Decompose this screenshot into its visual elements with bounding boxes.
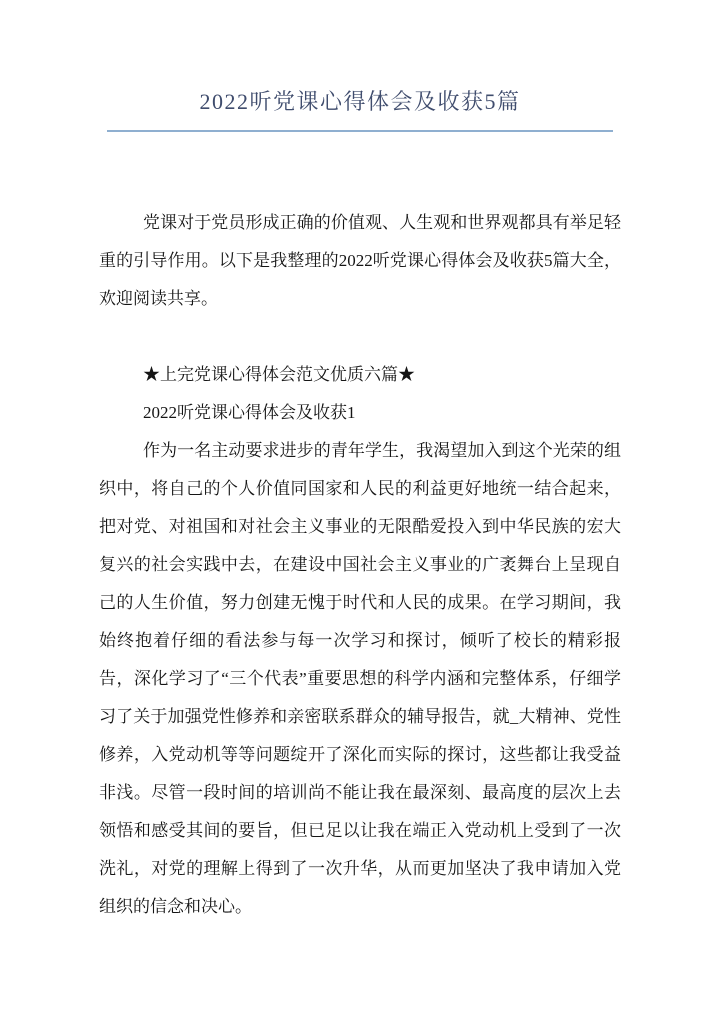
title-divider [107, 130, 613, 132]
series-banner: ★上完党课心得体会范文优质六篇★ [143, 365, 415, 384]
intro-paragraph: 党课对于党员形成正确的价值观、人生观和世界观都具有举足轻重的引导作用。以下是我整理的2022听党课心得体会及收获5篇大全，欢迎阅读共享。 [99, 213, 621, 308]
document-title: 2022听党课心得体会及收获5篇 [199, 89, 521, 114]
body-paragraph: 作为一名主动要求进步的青年学生，我渴望加入到这个光荣的组织中，将自己的个人价值同国家和人民的利益更好地统一结合起来，把对党、对祖国和对社会主义事业的无限酷爱投入到中华民族的宏大复兴的社会实践中去，在建设中国社会主义事业的广袤舞台上呈现自己的人生价值，努力创建无愧于时代和人民的成果。在学习期间，我始终抱着仔细的看法参与每一次学习和探讨，倾听了校长的精彩报告，深化学习了“三个代表”重要思想的科学内涵和完整体系，仔细学习了关于加强党性修养和亲密联系群众的辅导报告，就_大精神、党性修养，入党动机等等问题绽开了深化而实际的探讨，这些都让我受益非浅。尽管一段时间的培训尚不能让我在最深刻、最高度的层次上去领悟和感受其间的要旨，但已足以让我在端正入党动机上受到了一次洗礼，对党的理解上得到了一次升华，从而更加坚决了我申请加入党组织的信念和决心。 [99, 441, 621, 916]
section-heading: 2022听党课心得体会及收获1 [143, 403, 356, 422]
